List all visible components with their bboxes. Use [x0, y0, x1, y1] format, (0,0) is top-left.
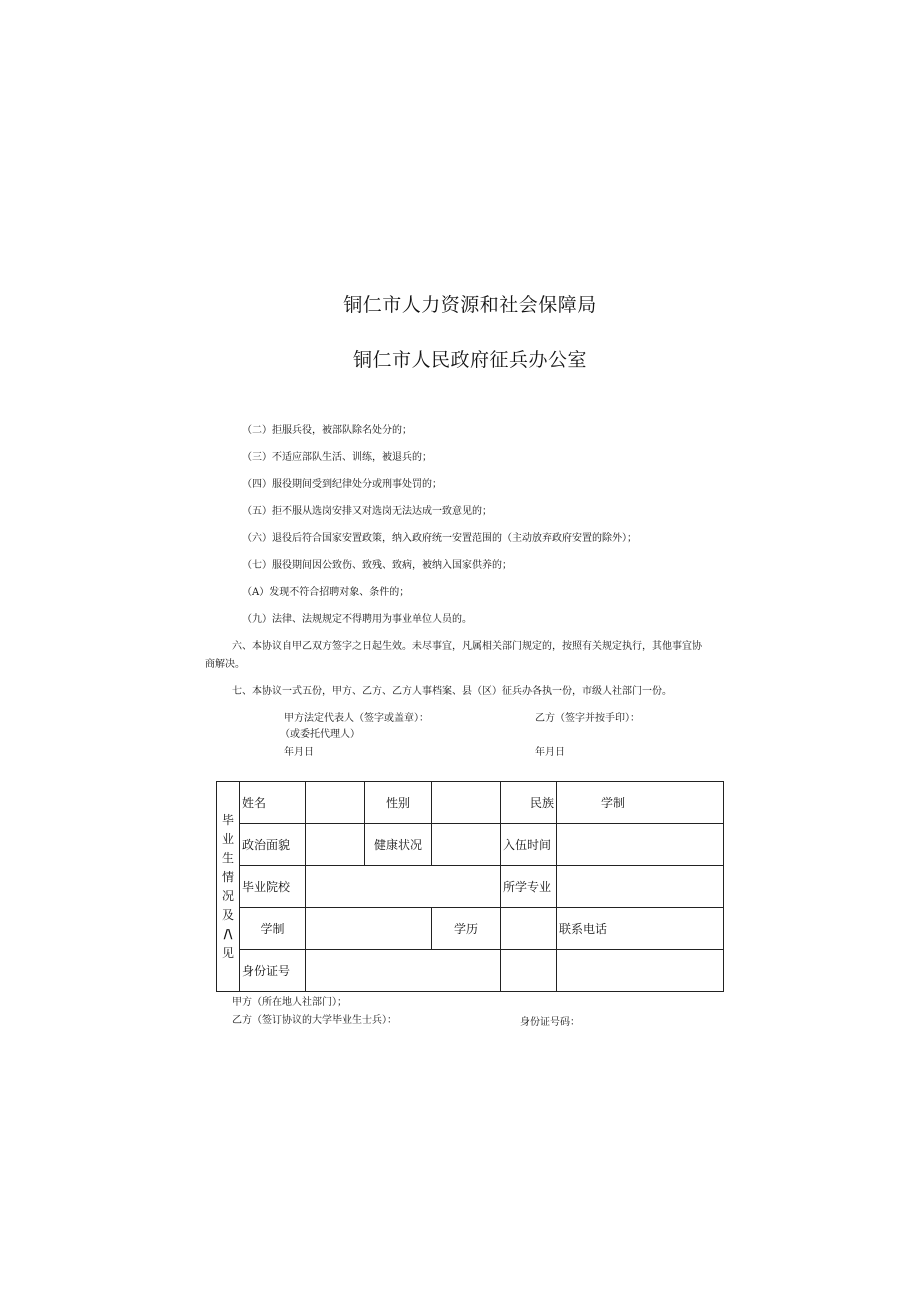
clause-6: （六）退役后符合国家安置政策，纳入政府统一安置范围的（主动放弃政府安置的除外）； [242, 533, 637, 544]
footer-party-a: 甲方（所在地人社部门）； [232, 997, 347, 1008]
title-line-2: 铜仁市人民政府征兵办公室 [352, 349, 587, 371]
graduate-school-label: 毕业院校 [240, 866, 306, 908]
enlist-time-label: 入伍时间 [501, 824, 557, 866]
side-label: 毕 业 生 情 况 及 /\ 见 [217, 782, 240, 992]
table-row [217, 824, 724, 866]
political-value[interactable] [306, 824, 365, 866]
id-number-value[interactable] [306, 950, 501, 992]
school-system-label: 学制 [240, 908, 306, 950]
health-label: 健康状况 [365, 824, 432, 866]
health-value[interactable] [432, 824, 501, 866]
school-system-top-label: 学制 [557, 782, 724, 824]
clause-8: （A）发现不符合招聘对象、条件的； [242, 587, 410, 598]
table-row [217, 782, 724, 824]
footer-party-b: 乙方（签订协议的大学毕业生士兵）： [232, 1015, 397, 1026]
clause-4: （四）服役期间受到纪律处分或刑事处罚的； [242, 479, 442, 490]
major-label: 所学专业 [501, 866, 557, 908]
table-row [217, 908, 724, 950]
graduate-school-value[interactable] [306, 866, 501, 908]
clause-5: （五）拒不服从选岗安排又对选岗无法达成一致意见的； [242, 506, 492, 517]
graduate-info-table [216, 781, 724, 992]
gender-label: 性别 [365, 782, 432, 824]
clause-2: （二）拒服兵役，被部队除名处分的； [242, 425, 412, 436]
political-label: 政治面貌 [240, 824, 306, 866]
party-a-proxy: （或委托代理人） [280, 729, 360, 740]
ethnicity-label: 民族 [501, 782, 557, 824]
major-value[interactable] [557, 866, 724, 908]
article-7: 七、本协议一式五份，甲方、乙方、乙方人事档案、县（区）征兵办各执一份，市级人社部门一份。 [232, 686, 672, 697]
party-a-date: 年月日 [284, 747, 314, 758]
table-row [217, 950, 724, 992]
table-row [217, 866, 724, 908]
id-extra-cell-2 [557, 950, 724, 992]
enlist-time-value[interactable] [557, 824, 724, 866]
education-label: 学历 [432, 908, 501, 950]
name-value[interactable] [306, 782, 365, 824]
school-system-value[interactable] [306, 908, 432, 950]
name-label: 姓名 [240, 782, 306, 824]
party-b-date: 年月日 [535, 747, 565, 758]
id-number-label: 身份证号 [240, 950, 306, 992]
article-6-line-1: 六、本协议自甲乙双方签字之日起生效。未尽事宜，凡属相关部门规定的，按照有关规定执行，其他事宜协 [232, 641, 702, 652]
clause-3: （三）不适应部队生活、训练，被退兵的； [242, 452, 432, 463]
footer-id-code: 身份证号码： [520, 1017, 580, 1028]
party-b-signature: 乙方（签字并按手印）： [535, 713, 640, 724]
title-line-1: 铜仁市人力资源和社会保障局 [343, 294, 597, 316]
article-6-line-2: 商解决。 [205, 659, 245, 670]
phone-label: 联系电话 [557, 908, 724, 950]
id-extra-cell [501, 950, 557, 992]
party-a-representative: 甲方法定代表人（签字或盖章）： [284, 713, 429, 724]
gender-value[interactable] [432, 782, 501, 824]
clause-7: （七）服役期间因公致伤、致残、致病，被纳入国家供养的； [242, 560, 512, 571]
clause-9: （九）法律、法规规定不得聘用为事业单位人员的。 [242, 614, 472, 625]
education-value[interactable] [501, 908, 557, 950]
